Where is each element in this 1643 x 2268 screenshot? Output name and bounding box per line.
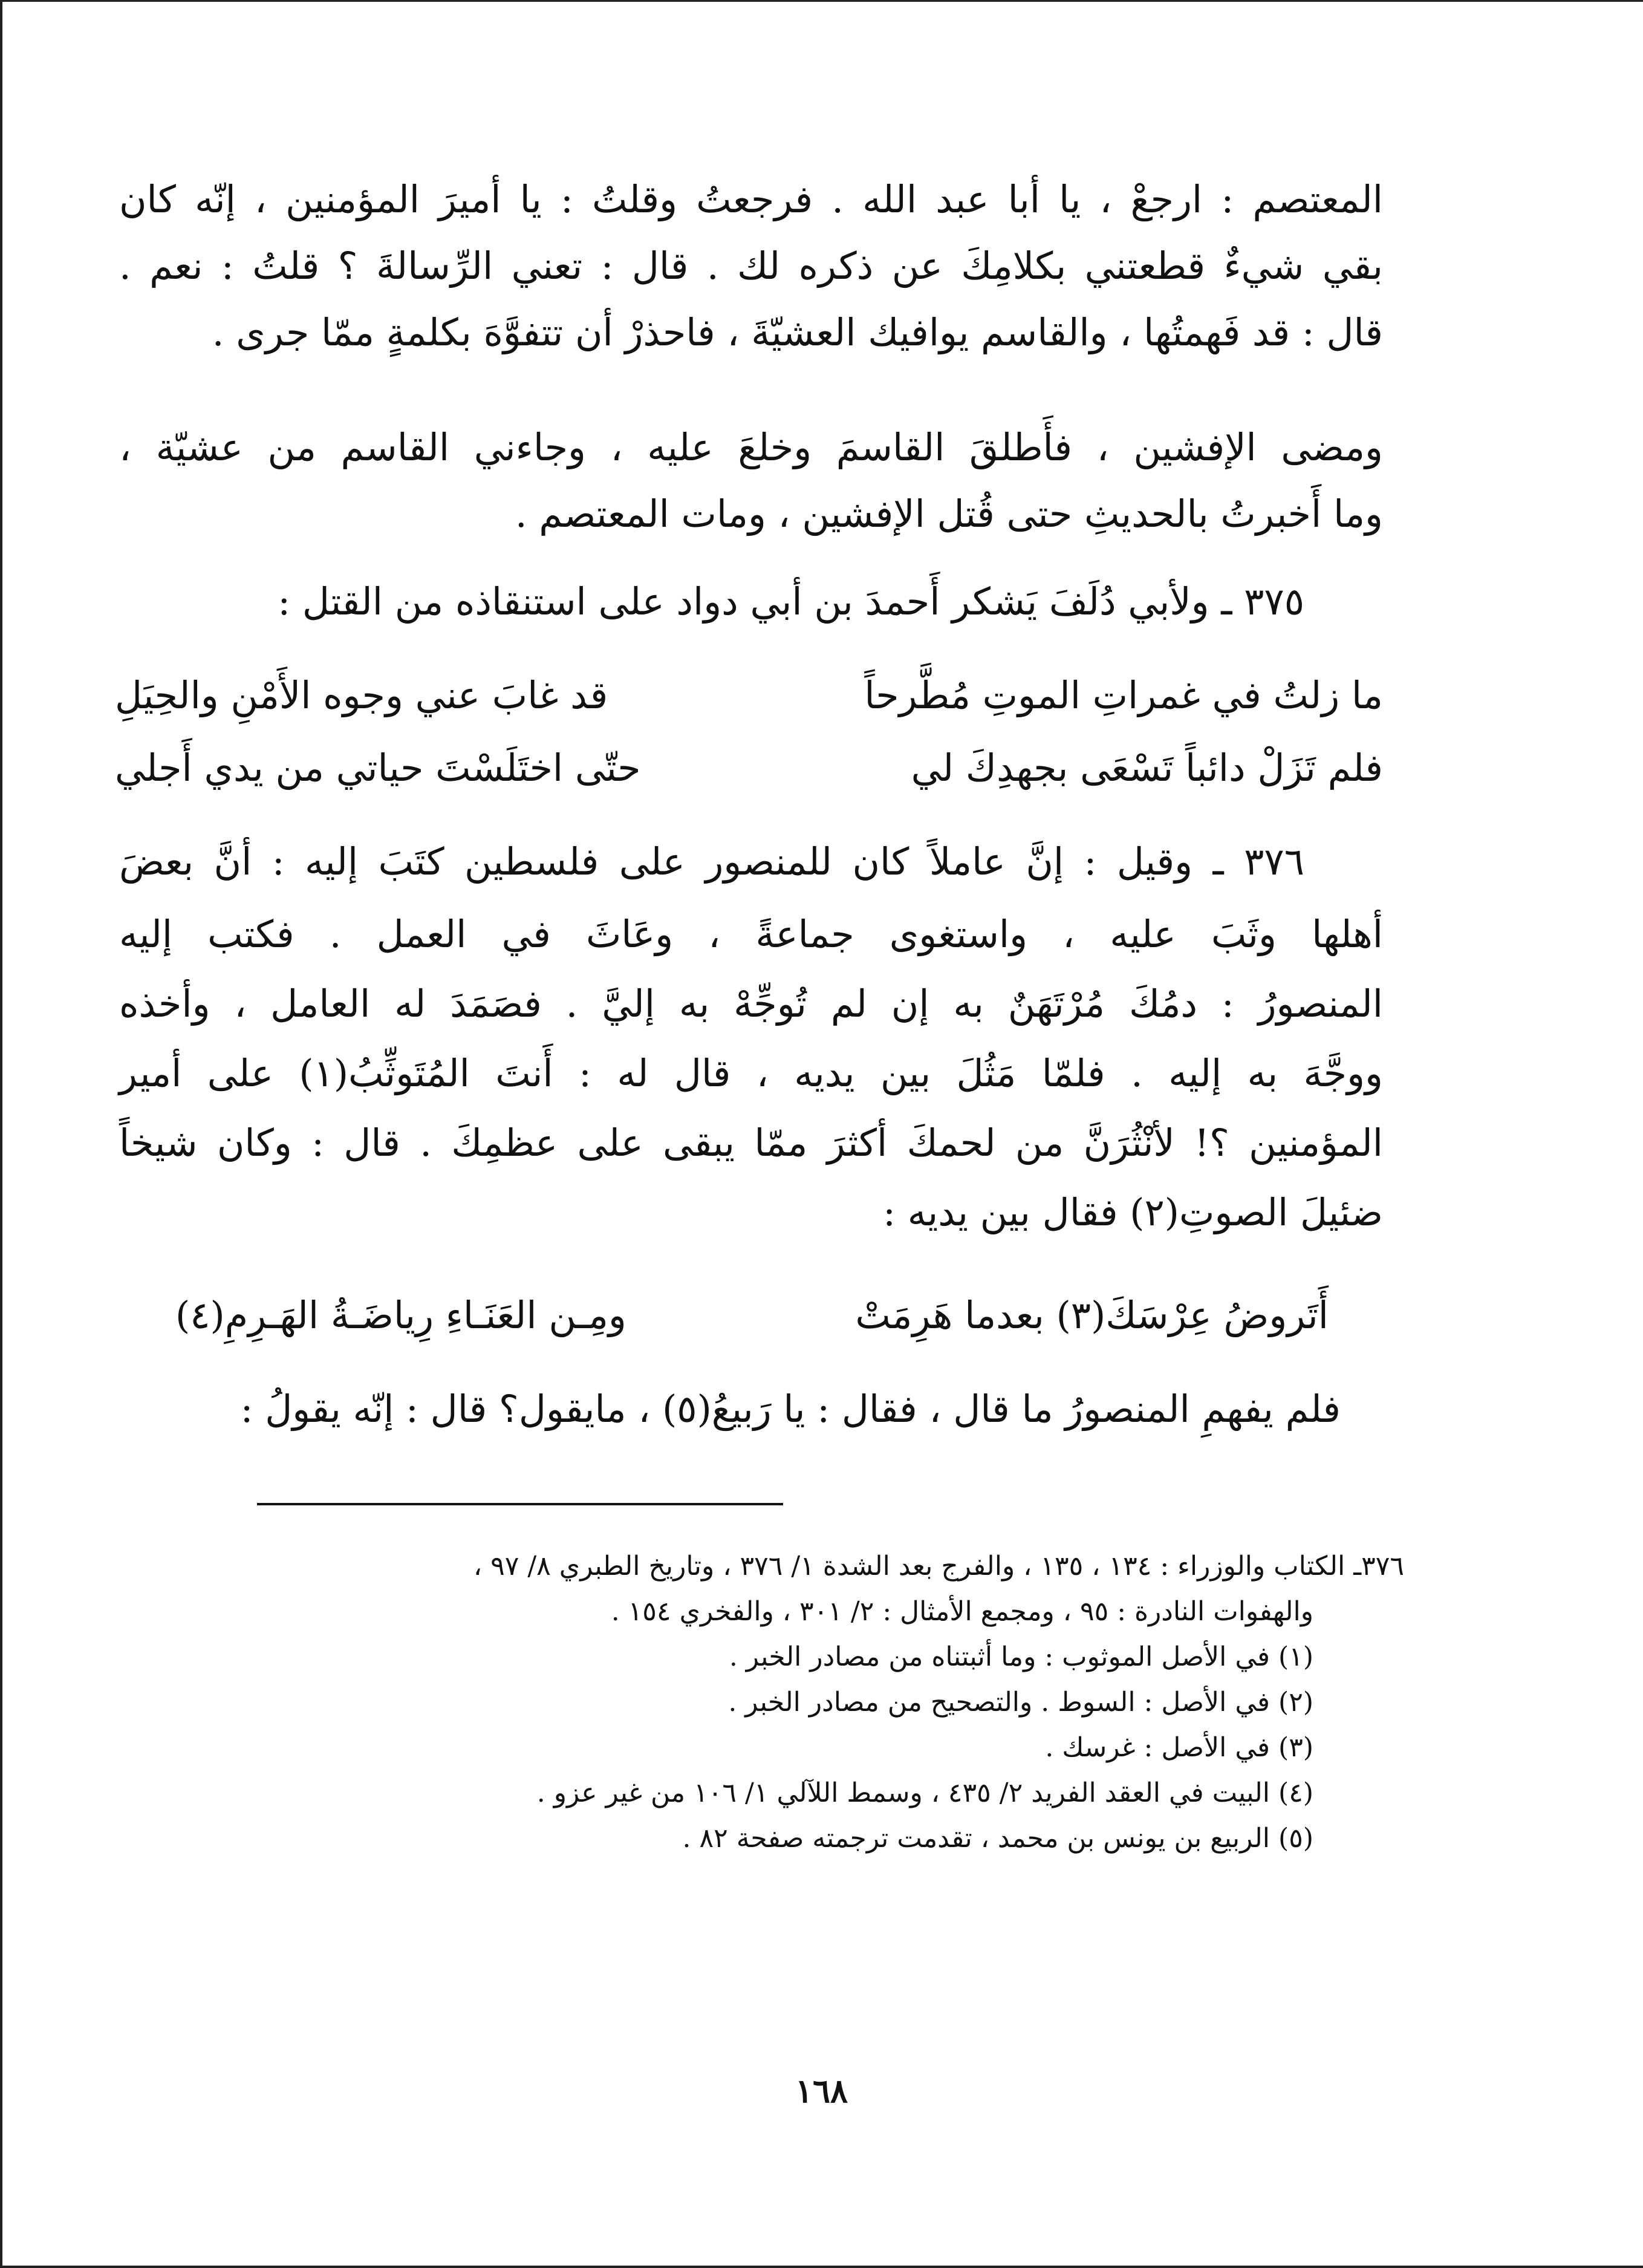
verse-hemistich-left: ومِـن العَنَـاءِ رِياضَـةُ الهَـرِمِ(٤) bbox=[175, 1293, 626, 1337]
footnote-source: ٣٧٦ـ الكتاب والوزراء : ١٣٤ ، ١٣٥ ، والفرج بعد الشدة ١/ ٣٧٦ ، وتاريخ الطبري ٨/ ٩٧ ، bbox=[473, 1551, 1404, 1582]
paragraph-line: المنصورُ : دمُكَ مُرْتَهَنٌ به إن لم تُوجِّهْ به إليَّ . فصَمَدَ له العامل ، وأخذه bbox=[119, 982, 1383, 1026]
footnote-item: (٣) في الأصل : غرسك . bbox=[1045, 1732, 1313, 1763]
footnote-item: (١) في الأصل الموثوب : وما أثبتناه من مصادر الخبر . bbox=[729, 1641, 1313, 1672]
verse-hemistich-right: فلم تَزَلْ دائباً تَسْعَى بجهدِكَ لي bbox=[911, 746, 1383, 790]
page-number: ١٦٨ bbox=[795, 2071, 848, 2110]
footnote-separator bbox=[257, 1503, 783, 1505]
paragraph-line: وما أَخبرتُ بالحديثِ حتى قُتل الإفشين ، ومات المعتصم . bbox=[515, 492, 1383, 536]
footnote-item: (٢) في الأصل : السوط . والتصحيح من مصادر الخبر . bbox=[728, 1687, 1313, 1718]
paragraph-line: أهلها وثَبَ عليه ، واستغوى جماعةً ، وعَاثَ في العمل . فكتب إليه bbox=[119, 912, 1383, 956]
paragraph-line: ضئيلَ الصوتِ(٢) فقال بين يديه : bbox=[883, 1190, 1383, 1234]
paragraph-line: المعتصم : ارجعْ ، يا أبا عبد الله . فرجعتُ وقلتُ : يا أميرَ المؤمنين ، إنّه كان bbox=[119, 177, 1383, 221]
paragraph-line: ٣٧٦ ـ وقيل : إنَّ عاملاً كان للمنصور على فلسطين كتَبَ إليه : أنَّ بعضَ bbox=[119, 839, 1304, 884]
verse-hemistich-right: ما زلتُ في غمراتِ الموتِ مُطَّرحاً bbox=[864, 673, 1383, 717]
verse-hemistich-left: حتّى اختَلَسْتَ حياتي من يدي أَجلي bbox=[115, 746, 641, 790]
paragraph-line: ومضى الإفشين ، فأَطلقَ القاسمَ وخلعَ عليه ، وجاءني القاسم من عشيّة ، bbox=[119, 425, 1383, 469]
scan-border-left bbox=[0, 0, 2, 2268]
footnote-source: والهفوات النادرة : ٩٥ ، ومجمع الأمثال : ٢/ ٣٠١ ، والفخري ١٥٤ . bbox=[611, 1596, 1313, 1627]
verse-hemistich-left: قد غابَ عني وجوه الأَمْنِ والحِيَلِ bbox=[115, 673, 608, 717]
paragraph-line: ووجَّهَ به إليه . فلمّا مَثُلَ بين يديه ، قال له : أَنتَ المُتَوثِّبُ(١) على أمير bbox=[119, 1051, 1384, 1095]
paragraph-line: قال : قد فَهمتُها ، والقاسم يوافيك العشيّةَ ، فاحذرْ أن تتفوَّهَ بكلمةٍ ممّا جرى . bbox=[212, 310, 1383, 354]
scan-border-top bbox=[0, 0, 1643, 2]
closing-line: فلم يفهمِ المنصورُ ما قال ، فقال : يا رَبيعُ(٥) ، مايقول؟ قال : إنّه يقولُ : bbox=[240, 1387, 1341, 1431]
verse-hemistich-right: أَتَروضُ عِرْسَكَ(٣) بعدما هَرِمَتْ bbox=[855, 1293, 1329, 1337]
footnote-item: (٥) الربيع بن يونس بن محمد ، تقدمت ترجمته صفحة ٨٢ . bbox=[682, 1823, 1313, 1854]
scan-border-bottom bbox=[0, 2266, 1643, 2268]
footnote-item: (٤) البيت في العقد الفريد ٢/ ٤٣٥ ، وسمط اللآلي ١/ ١٠٦ من غير عزو . bbox=[536, 1778, 1313, 1808]
paragraph-line: بقي شيءٌ قطعتني بكلامِكَ عن ذكره لك . قال : تعني الرِّسالةَ ؟ قلتُ : نعم . bbox=[119, 244, 1383, 288]
section-375-heading: ٣٧٥ ـ ولأبي دُلَفَ يَشكر أَحمدَ بن أبي دواد على استنقاذه من القتل : bbox=[278, 579, 1304, 624]
paragraph-line: المؤمنين ؟! لأنْثُرَنَّ من لحمكَ أكثرَ ممّا يبقى على عظمِكَ . قال : وكان شيخاً bbox=[119, 1121, 1383, 1165]
